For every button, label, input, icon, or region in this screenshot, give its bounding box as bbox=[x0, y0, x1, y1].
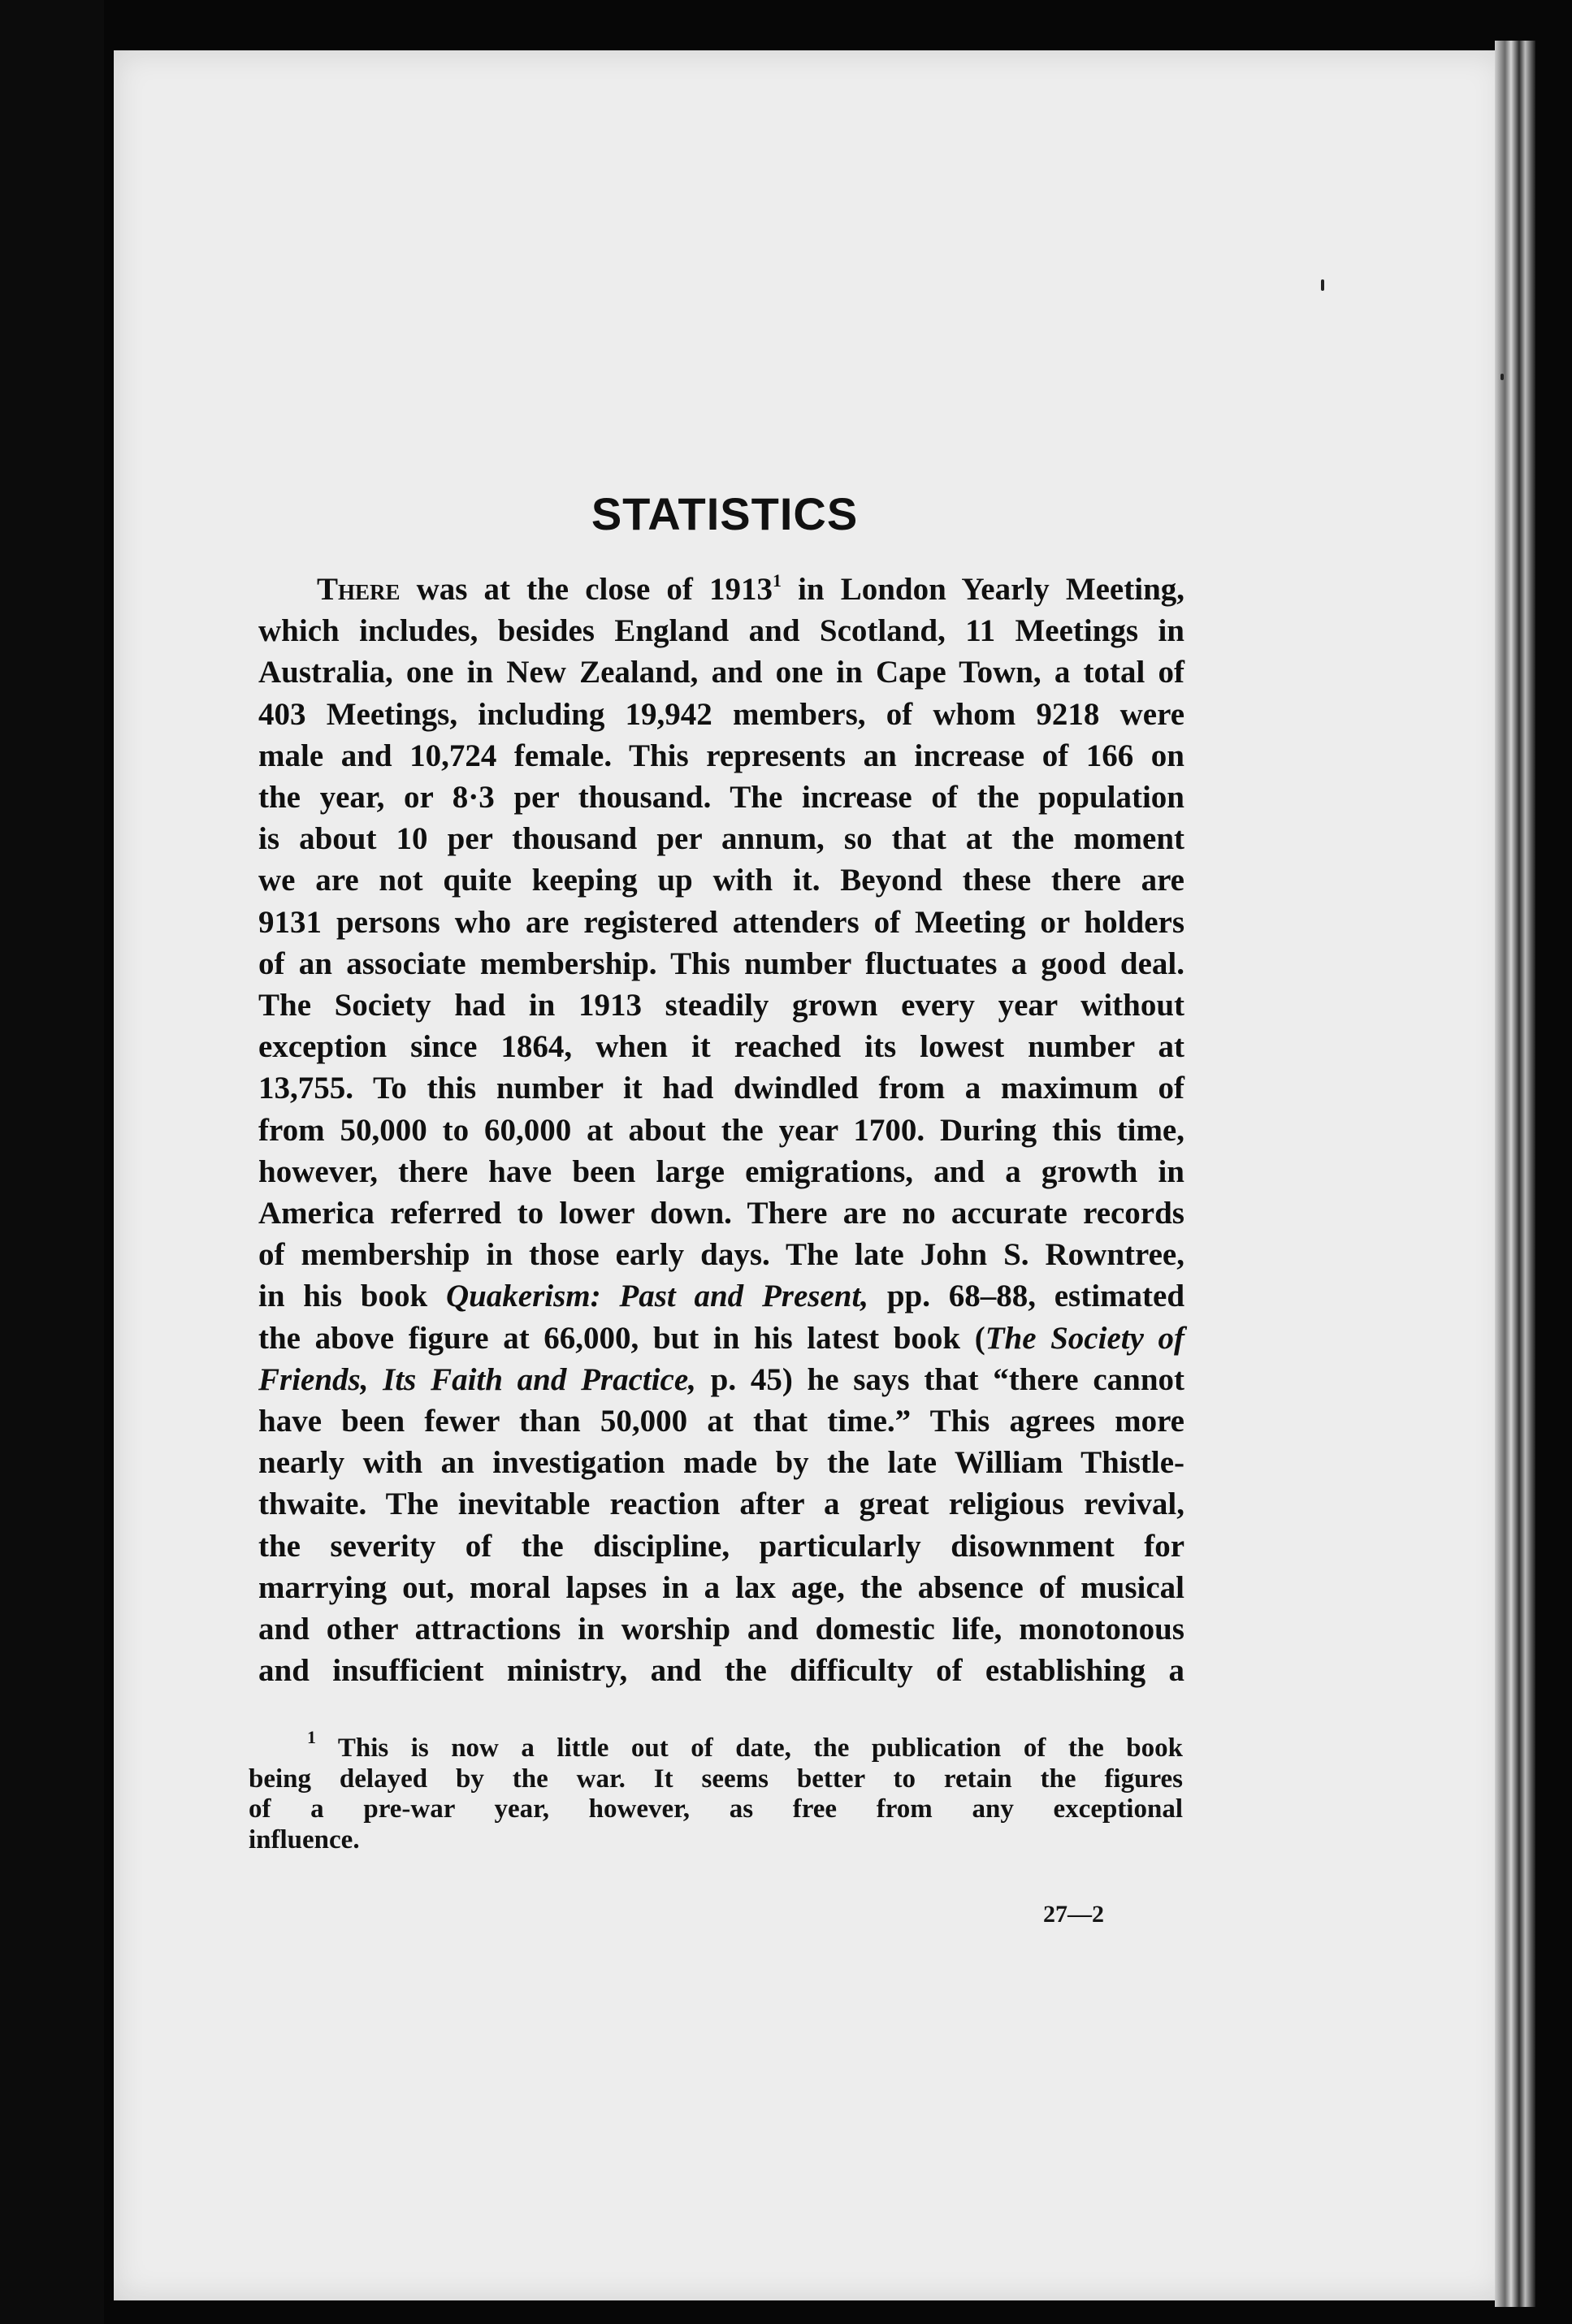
body-line-text: pp. 68–88, estimated bbox=[886, 1279, 1185, 1314]
body-line: marrying out, moral lapses in a lax age, the absence of musical bbox=[258, 1569, 1184, 1605]
body-line: 9131 persons who are registered attenders of Meeting or holders bbox=[258, 904, 1184, 940]
body-line: exception since 1864, when it reached its lowest number at bbox=[258, 1029, 1184, 1065]
body-line: is about 10 per thousand per annum, so that at the moment bbox=[258, 821, 1184, 857]
left-gutter bbox=[0, 0, 104, 2324]
footnote bbox=[249, 1727, 1183, 1855]
book-title: Friends, Its Faith and Practice, bbox=[258, 1361, 696, 1397]
body-line: 13,755. To this number it had dwindled from a maximum of bbox=[258, 1071, 1184, 1106]
dust-speck bbox=[1501, 374, 1504, 380]
body-line: the year, or 8·3 per thousand. The increase of the population bbox=[258, 780, 1184, 816]
body-line: we are not quite keeping up with it. Beyond these there are bbox=[258, 863, 1184, 898]
body-line: and insufficient ministry, and the difficulty of establishing a bbox=[258, 1653, 1184, 1689]
body-paragraph bbox=[258, 569, 1184, 1691]
book-title: Quakerism: Past and Present, bbox=[445, 1279, 869, 1314]
body-line: however, there have been large emigrations, and a growth in bbox=[258, 1153, 1184, 1189]
body-line bbox=[258, 1359, 1184, 1400]
body-line bbox=[258, 569, 1184, 610]
body-line: and other attractions in worship and domestic life, monotonous bbox=[258, 1612, 1184, 1647]
footnote-reference: 1 bbox=[773, 570, 782, 591]
body-line: male and 10,724 female. This represents an increase of 166 on bbox=[258, 738, 1184, 773]
footnote-line bbox=[249, 1727, 1183, 1764]
footnote-line: influence. bbox=[249, 1824, 360, 1854]
body-line: 403 Meetings, including 19,942 members, of whom 9218 were bbox=[258, 696, 1184, 732]
body-line: have been fewer than 50,000 at that time.” This agrees more bbox=[258, 1404, 1184, 1439]
body-line: Australia, one in New Zealand, and one in Cape Town, a total of bbox=[258, 655, 1184, 690]
opening-word: There bbox=[317, 572, 401, 607]
body-line bbox=[258, 1318, 1184, 1359]
dust-speck bbox=[1321, 279, 1324, 291]
body-line-text: in his book bbox=[258, 1279, 428, 1314]
body-line: of an associate membership. This number fluctuates a good deal. bbox=[258, 946, 1184, 981]
body-line: nearly with an investigation made by the late William Thistle- bbox=[258, 1445, 1184, 1481]
body-line-text: the above figure at 66,000, but in his latest book ( bbox=[258, 1320, 985, 1356]
body-line: which includes, besides England and Scotland, 11 Meetings in bbox=[258, 613, 1184, 649]
body-line: thwaite. The inevitable reaction after a great religious revival, bbox=[258, 1487, 1184, 1522]
footnote-text: This is now a little out of date, the publication of the book bbox=[337, 1733, 1183, 1763]
body-line-text: in London Yearly Meeting, bbox=[798, 572, 1185, 607]
signature-mark: 27—2 bbox=[1043, 1901, 1104, 1928]
footnote-line: of a pre-war year, however, as free from any exceptional bbox=[249, 1794, 1183, 1824]
footnote-line: being delayed by the war. It seems better to retain the figures bbox=[249, 1764, 1183, 1794]
body-line: of membership in those early days. The late John S. Rowntree, bbox=[258, 1237, 1184, 1273]
footnote-marker: 1 bbox=[307, 1727, 316, 1747]
body-line: from 50,000 to 60,000 at about the year 1700. During this time, bbox=[258, 1112, 1184, 1148]
book-title: The Society of bbox=[985, 1320, 1184, 1356]
body-line: America referred to lower down. There are no accurate records bbox=[258, 1196, 1184, 1231]
body-line-text: was at the close of 1913 bbox=[416, 572, 773, 607]
page-title: STATISTICS bbox=[591, 488, 859, 539]
body-line: the severity of the discipline, particularly disownment for bbox=[258, 1528, 1184, 1564]
body-line: The Society had in 1913 steadily grown every year without bbox=[258, 988, 1184, 1024]
body-line bbox=[258, 1275, 1184, 1317]
body-line-text: p. 45) he says that “there cannot bbox=[710, 1361, 1184, 1397]
page-edge bbox=[1495, 41, 1535, 2307]
